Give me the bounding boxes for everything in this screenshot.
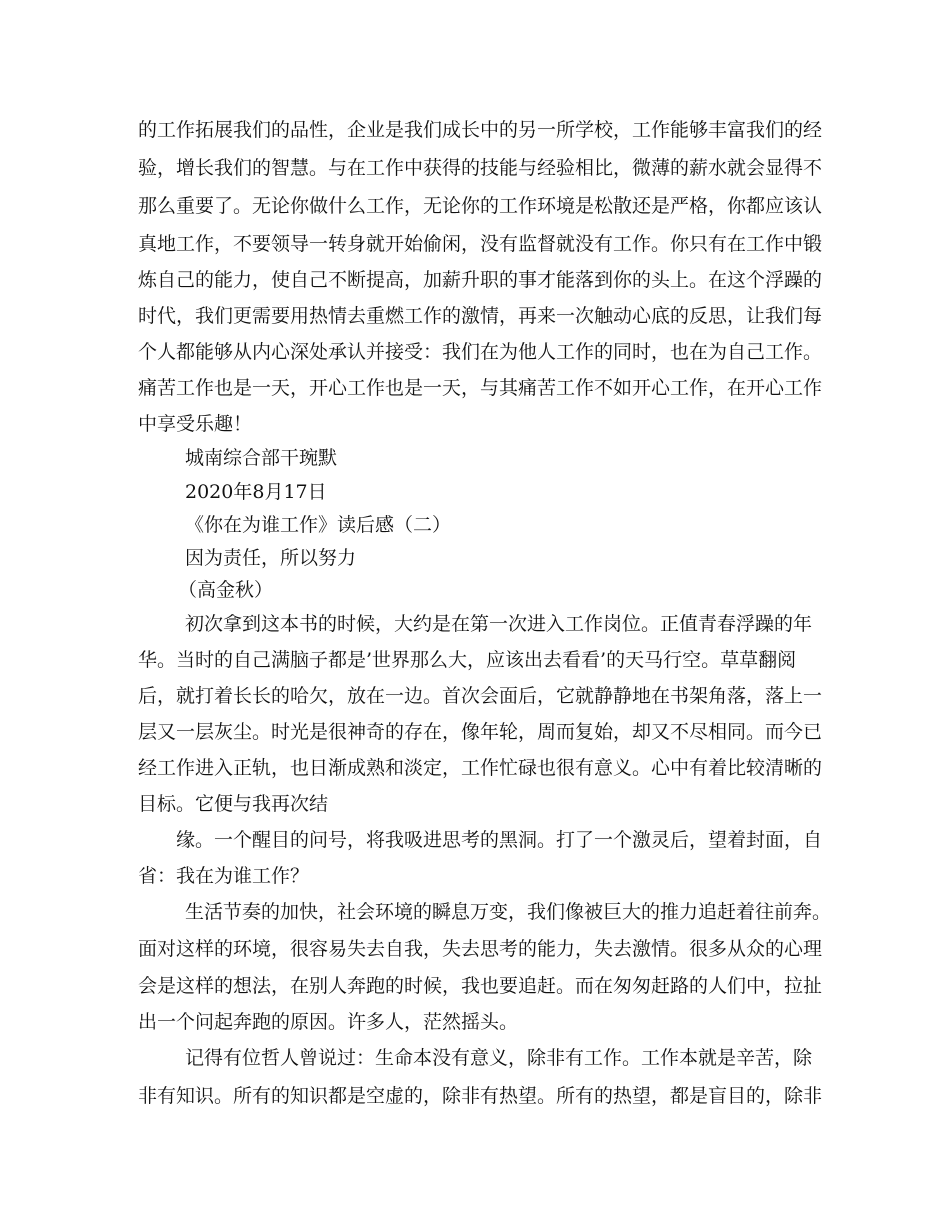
body-text-line: 中享受乐趣！ (138, 413, 253, 435)
body-text-line: 痛苦工作也是一天，开心工作也是一天，与其痛苦工作不如开心工作，在开心工作 (138, 377, 823, 399)
body-text-line: 真地工作，不要领导一转身就开始偷闲，没有监督就没有工作。你只有在工作中锻 (138, 233, 823, 255)
body-text-line: 经工作进入正轨，也日渐成熟和淡定，工作忙碌也很有意义。心中有着比较清晰的 (138, 757, 823, 779)
body-text-line: 炼自己的能力，使自己不断提高，加薪升职的事才能落到你的头上。在这个浮躁的 (138, 269, 823, 291)
body-text-line: 记得有位哲人曾说过：生命本没有意义，除非有工作。工作本就是辛苦，除 (185, 1047, 813, 1069)
body-text-line: 省：我在为谁工作？ (138, 865, 310, 887)
body-text-line: 会是这样的想法，在别人奔跑的时候，我也要追赶。而在匆匆赶路的人们中，拉扯 (138, 975, 823, 997)
body-text-line: 目标。它便与我再次结 (138, 793, 329, 815)
body-text-line: 的工作拓展我们的品性，企业是我们成长中的另一所学校，工作能够丰富我们的经 (138, 119, 823, 141)
body-text-line: 个人都能够从内心深处承认并接受：我们在为他人工作的同时，也在为自己工作。 (138, 341, 823, 363)
body-text-line: 生活节奏的加快，社会环境的瞬息万变，我们像被巨大的推力追赶着往前奔。 (185, 901, 832, 923)
body-text-line: 非有知识。所有的知识都是空虚的，除非有热望。所有的热望，都是盲目的，除非 (138, 1085, 823, 1107)
body-text-line: 面对这样的环境，很容易失去自我，失去思考的能力，失去激情。很多从众的心理 (138, 938, 823, 960)
author-signature: 城南综合部干琬默 (185, 447, 338, 469)
body-text-line: 那么重要了。无论你做什么工作，无论你的工作环境是松散还是严格，你都应该认 (138, 195, 823, 217)
essay-title: 《你在为谁工作》读后感（二） (185, 514, 452, 536)
body-text-line: 验，增长我们的智慧。与在工作中获得的技能与经验相比，微薄的薪水就会显得不 (138, 157, 823, 179)
body-text-line: 时代，我们更需要用热情去重燃工作的激情，再来一次触动心底的反思，让我们每 (138, 305, 823, 327)
body-text-line: 层又一层灰尘。时光是很神奇的存在，像年轮，周而复始，却又不尽相同。而今已 (138, 721, 823, 743)
essay-subtitle: 因为责任，所以努力 (185, 547, 357, 569)
body-text-line: 初次拿到这本书的时候，大约是在第一次进入工作岗位。正值青春浮躁的年 (185, 613, 813, 635)
body-text-line: 缘。一个醒目的问号，将我吸进思考的黑洞。打了一个激灵后，望着封面，自 (176, 829, 823, 851)
body-text-line: 出一个问起奔跑的原因。许多人，茫然摇头。 (138, 1011, 519, 1033)
date-line: 2020年8月17日 (185, 481, 327, 503)
essay-author: （高金秋） (178, 579, 274, 601)
body-text-line: 华。当时的自己满脑子都是’世界那么大，应该出去看看’的天马行空。草草翻阅 (138, 649, 797, 671)
body-text-line: 后，就打着长长的哈欠，放在一边。首次会面后，它就静静地在书架角落，落上一 (138, 685, 823, 707)
